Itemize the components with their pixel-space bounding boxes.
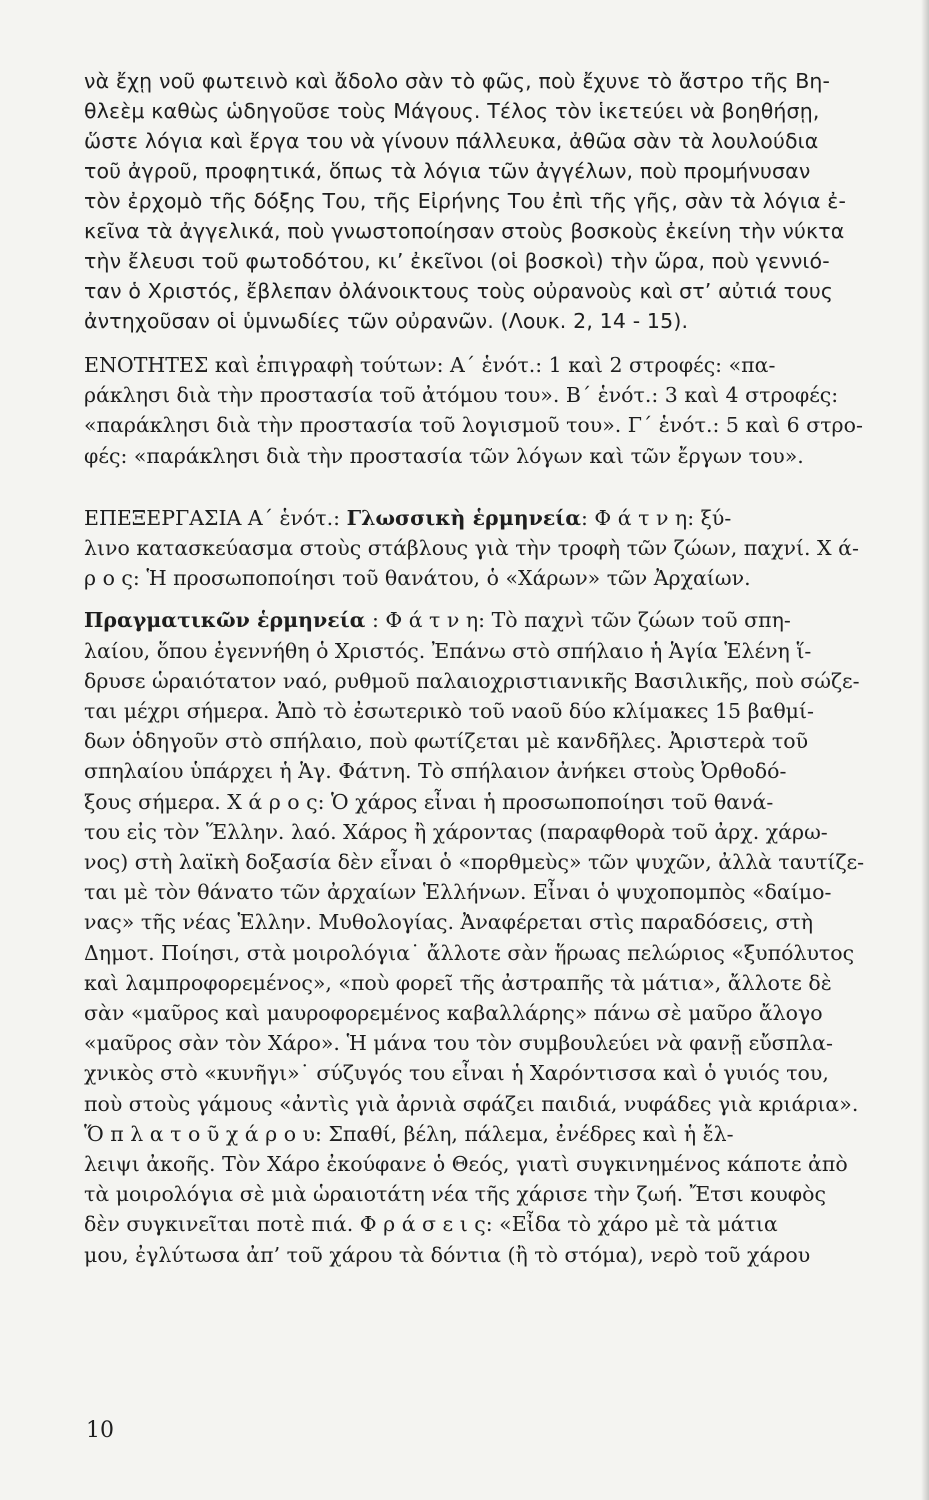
subheading-linguistic: Γλωσσικὴ ἑρμηνεία [346,505,581,530]
text-line: δρυσε ὡραιότατον ναό, ρυθμοῦ παλαιοχριστιανικῆς Βασιλικῆς, ποὺ σώζε- [84,668,860,693]
text-line: χνικὸς στὸ «κυνῆγι»˙ σύζυγός του εἶναι ἡ Χαρόντισσα καὶ ὁ γυιός του, [84,1061,829,1086]
text-line: τὴν ἔλευσι τοῦ φωτοδότου, κι’ ἐκεῖνοι (οἱ βοσκοὶ) τὴν ὥρα, ποὺ γεννιό- [84,249,830,273]
text-line [84,503,916,533]
text-line: Δημοτ. Ποίησι, στὰ μοιρολόγια˙ ἄλλοτε σὰν ἥρωας πελώριος «ξυπόλυτος [84,940,855,965]
text-line [84,605,916,635]
text-line: ταν ὁ Χριστός, ἔβλεπαν ὀλάνοικτους τοὺς οὐρανοὺς καὶ στ’ αὐτιά τους [84,279,834,303]
elaboration-section [84,503,916,594]
text-line: «μαῦρος σὰν τὸν Χάρο». Ἡ μάνα του τὸν συμβουλεύει νὰ φανῇ εὔσπλα- [84,1031,833,1056]
text-line: τὸν ἐρχομὸ τῆς δόξης Του, τῆς Εἰρήνης Του ἐπὶ τῆς γῆς, σὰν τὰ λόγια ἐ- [84,189,847,213]
subheading-factual: Πραγματικῶν ἑρμηνεία [84,608,366,633]
text-line: τὰ μοιρολόγια σὲ μιὰ ὡραιοτάτη νέα τῆς χάρισε τὴν ζωή. Ἔτσι κουφὸς [84,1182,826,1207]
text-line: νὰ ἔχῃ νοῦ φωτεινὸ καὶ ἄδολο σὰν τὸ φῶς, ποὺ ἔχυνε τὸ ἄστρο τῆς Βη- [84,69,831,93]
text-line: ράκλησι διὰ τὴν προστασία τοῦ ἀτόμου του». Β΄ ἑνότ.: 3 καὶ 4 στροφές: [84,383,839,408]
text-line: κεῖνα τὰ ἀγγελικά, ποὺ γνωστοποίησαν στοὺς βοσκοὺς ἐκείνη τὴν νύκτα [84,219,845,243]
page-edge-shadow [921,0,929,1500]
page-content [84,66,916,1270]
text-run: : Φ ά τ ν η: Τὸ παχνὶ τῶν ζώων τοῦ σπη- [365,608,791,633]
text-line: ξους σήμερα. Χ ά ρ ο ς: Ὁ χάρος εἶναι ἡ προσωποποίησι τοῦ θανά- [84,789,774,814]
text-line: «παράκλησι διὰ τὴν προστασία τοῦ λογισμοῦ του». Γ΄ ἑνότ.: 5 καὶ 6 στρο- [84,413,863,438]
text-line: ὥστε λόγια καὶ ἔργα του νὰ γίνουν πάλλευκα, ἀθῶα σὰν τὰ λουλούδια [84,129,819,153]
text-line: ἀντηχοῦσαν οἱ ὑμνωδίες τῶν οὐρανῶν. (Λουκ. 2, 14 - 15). [84,309,689,333]
text-line: ρ ο ς: Ἡ προσωποποίησι τοῦ θανάτου, ὁ «Χάρων» τῶν Ἀρχαίων. [84,566,751,591]
text-line: φές: «παράκλησι διὰ τὴν προστασία τῶν λόγων καὶ τῶν ἔργων του». [84,443,804,468]
text-line: σὰν «μαῦρος καὶ μαυροφορεμένος καβαλλάρης» πάνω σὲ μαῦρο ἄλογο [84,1001,823,1026]
text-run: : Φ ά τ ν η: ξύ- [580,505,732,530]
text-line: ΕΝΟΤΗΤΕΣ καὶ ἐπιγραφὴ τούτων: Α΄ ἑνότ.: 1 καὶ 2 στροφές: «πα- [84,353,776,377]
section-heading: ΕΠΕΞΕΡΓΑΣΙΑ Α΄ ἑνότ.: [84,505,347,530]
text-line: λινο κατασκεύασμα στοὺς στάβλους γιὰ τὴν τροφὴ τῶν ζώων, παχνί. Χ ά- [84,536,859,561]
text-line: δων ὁδηγοῦν στὸ σπήλαιο, ποὺ φωτίζεται μὲ κανδῆλες. Ἀριστερὰ τοῦ [84,729,809,754]
units-section [84,350,916,471]
text-line: του εἰς τὸν Ἕλλην. λαό. Χάρος ἢ χάροντας (παραφθορὰ τοῦ ἀρχ. χάρω- [84,819,828,844]
intro-paragraph [84,66,916,336]
page-number: 10 [86,1418,114,1443]
text-line: νας» τῆς νέας Ἑλλην. Μυθολογίας. Ἀναφέρεται στὶς παραδόσεις, στὴ [84,910,814,935]
text-line: νος) στὴ λαϊκὴ δοξασία δὲν εἶναι ὁ «πορθμεὺς» τῶν ψυχῶν, ἀλλὰ ταυτίζε- [84,850,865,875]
text-line: καὶ λαμπροφορεμένος», «ποὺ φορεῖ τῆς ἀστραπῆς τὰ μάτια», ἄλλοτε δὲ [84,970,832,995]
text-line: ται μέχρι σήμερα. Ἀπὸ τὸ ἐσωτερικὸ τοῦ ναοῦ δύο κλίμακες 15 βαθμί- [84,699,814,724]
text-line: Ὅ π λ α τ ο ῦ χ ά ρ ο υ: Σπαθί, βέλη, πάλεμα, ἐνέδρες καὶ ἡ ἔλ- [84,1121,734,1146]
text-line: λειψι ἀκοῆς. Τὸν Χάρο ἐκούφανε ὁ Θεός, γιατὶ συγκινημένος κάποτε ἀπὸ [84,1152,848,1177]
factual-section [84,605,916,1269]
text-line: σπηλαίου ὑπάρχει ἡ Ἁγ. Φάτνη. Τὸ σπήλαιον ἀνήκει στοὺς Ὀρθοδό- [84,759,787,784]
text-line: ται μὲ τὸν θάνατο τῶν ἀρχαίων Ἑλλήνων. Εἶναι ὁ ψυχοπομπὸς «δαίμο- [84,880,832,905]
text-line: λαίου, ὅπου ἐγεννήθη ὁ Χριστός. Ἐπάνω στὸ σπήλαιο ἡ Ἁγία Ἑλένη ἵ- [84,638,812,663]
text-line: ποὺ στοὺς γάμους «ἀντὶς γιὰ ἀρνιὰ σφάζει παιδιά, νυφάδες γιὰ κριάρια». [84,1091,859,1116]
text-line: δὲν συγκινεῖται ποτὲ πιά. Φ ρ ά σ ε ι ς: «Εἶδα τὸ χάρο μὲ τὰ μάτια [84,1212,778,1237]
text-line: μου, ἐγλύτωσα ἀπ’ τοῦ χάρου τὰ δόντια (ἢ τὸ στόμα), νερὸ τοῦ χάρου [84,1242,811,1267]
text-line: θλεὲμ καθὼς ὡδηγοῦσε τοὺς Μάγους. Τέλος τὸν ἱκετεύει νὰ βοηθήσῃ, [84,99,820,123]
text-line: τοῦ ἀγροῦ, προφητικά, ὅπως τὰ λόγια τῶν ἀγγέλων, ποὺ προμήνυσαν [84,159,811,183]
